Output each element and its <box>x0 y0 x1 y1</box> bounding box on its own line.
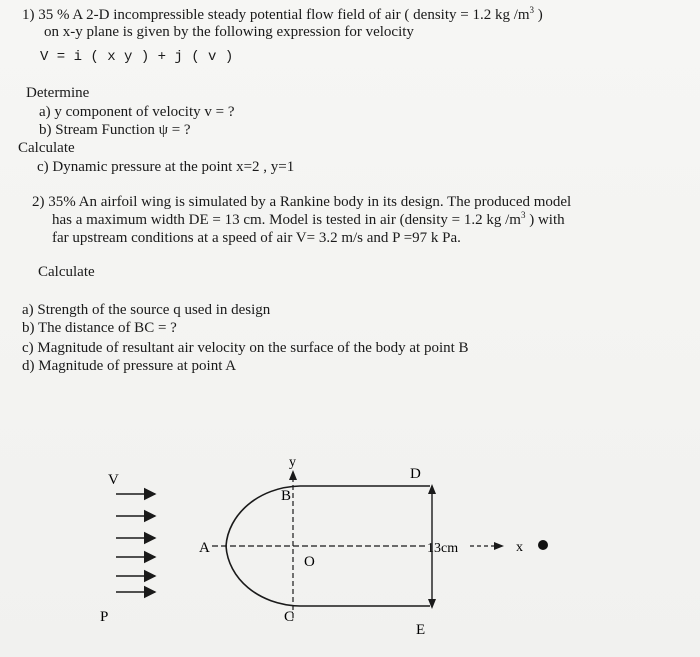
problem1-question-a: a) y component of velocity v = ? <box>39 104 235 120</box>
label-y: y <box>289 455 296 470</box>
problem2-line3: far upstream conditions at a speed of air V= 3.2 m/s and P =97 k Pa. <box>52 230 461 246</box>
problem1-question-b: b) Stream Function ψ = ? <box>39 122 191 138</box>
problem2-question-c: c) Magnitude of resultant air velocity on the surface of the body at point B <box>22 340 469 356</box>
problem1-line2: on x-y plane is given by the following expression for velocity <box>44 24 414 40</box>
calculate-label-1: Calculate <box>18 140 75 156</box>
problem1-line1: 1) 35 % A 2-D incompressible steady potential flow field of air ( density = 1.2 kg $/m^3$ ) <box>22 5 543 23</box>
problem2-question-d: d) Magnitude of pressure at point A <box>22 358 237 374</box>
label-B: B <box>281 488 292 504</box>
label-C: C <box>284 609 295 625</box>
x-axis-arrowhead <box>494 542 504 550</box>
freestream-arrows <box>116 494 155 592</box>
problem2-line2: has a maximum width DE = 13 cm. Model is tested in air (density = 1.2 kg $/m^3$ ) with <box>52 210 565 228</box>
label-A: A <box>199 540 210 556</box>
label-V: V <box>108 472 119 488</box>
label-x: x <box>516 540 523 555</box>
dimension-arrow-bottom <box>428 599 436 609</box>
label-P: P <box>100 609 109 625</box>
label-D: D <box>410 466 421 482</box>
calculate-label-2: Calculate <box>38 264 95 280</box>
problem1-question-c: c) Dynamic pressure at the point x=2 , y=1 <box>37 159 295 175</box>
y-axis-arrowhead <box>289 470 297 480</box>
camera-dot <box>538 540 548 550</box>
determine-label: Determine <box>26 85 90 101</box>
problem2-question-b: b) The distance of BC = ? <box>22 320 177 336</box>
problem2-line1: 2) 35% An airfoil wing is simulated by a Rankine body in its design. The produced model <box>32 194 572 210</box>
label-width: 13cm <box>427 541 459 556</box>
problem2-question-a: a) Strength of the source q used in design <box>22 302 271 318</box>
label-E: E <box>416 622 426 638</box>
velocity-expression: V = i ( x y ) + j ( v ) <box>40 49 234 65</box>
label-O: O <box>304 554 315 570</box>
rankine-body-outline <box>226 486 430 606</box>
